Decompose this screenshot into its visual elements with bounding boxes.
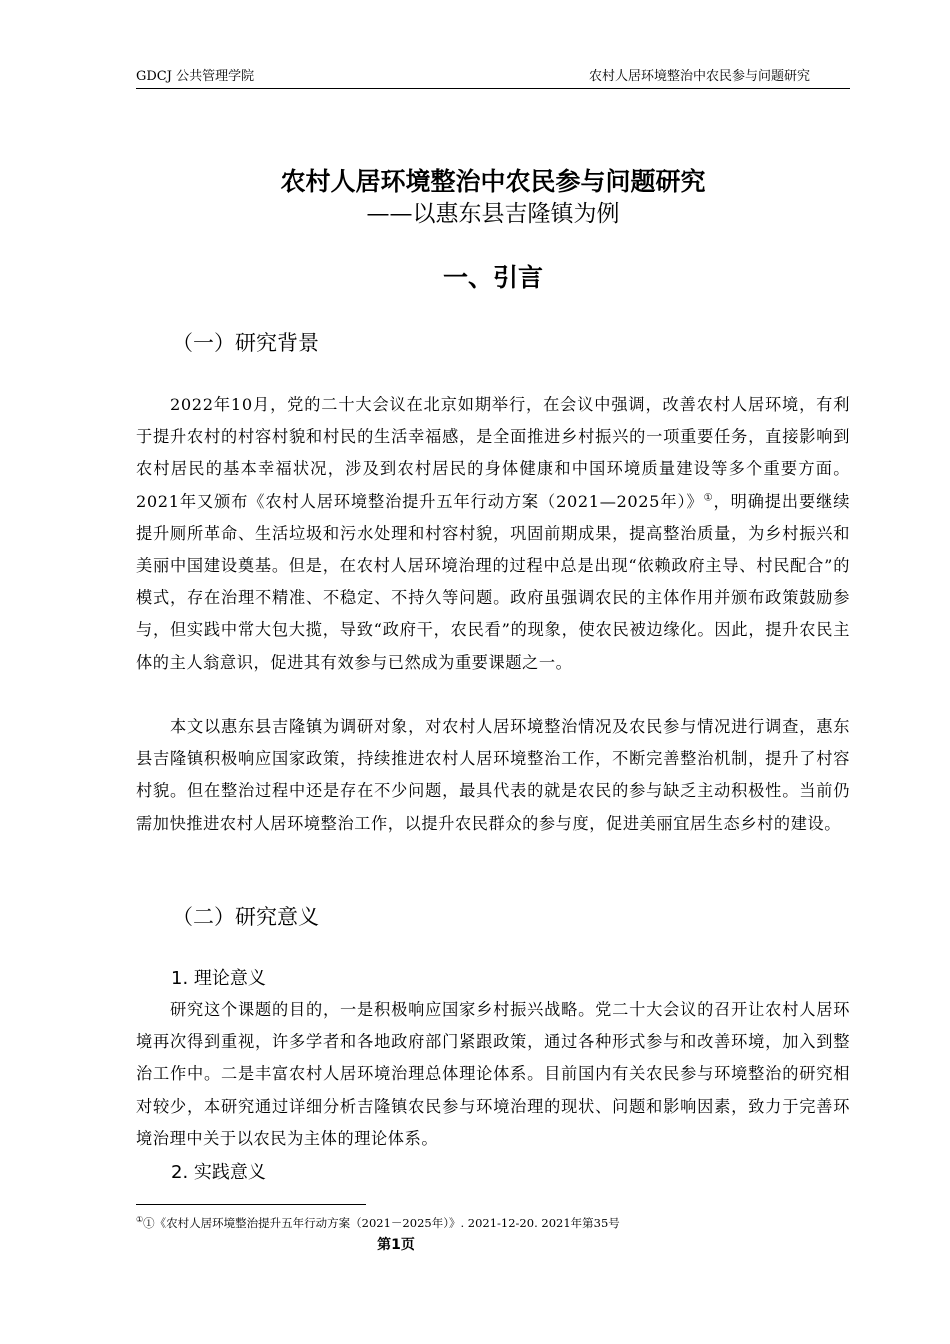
paragraph-theory-significance: 研究这个课题的目的，一是积极响应国家乡村振兴战略。党二十大会议的召开让农村人居环境再次得到重视，许多学者和各地政府部门紧跟政策，通过各种形式参与和改善环境，加入到整治工作中。二是丰富农村人居环境治理总体理论体系。目前国内有关农民参与环境整治的研究相对较少，本研究通过详细分析吉隆镇农民参与环境治理的现状、问题和影响因素，致力于完善环境治理中关于以农民为主体的理论体系。	[136, 1000, 850, 1148]
header-school: GDCJ 公共管理学院	[136, 69, 255, 84]
paragraph-background-1	[136, 389, 850, 679]
practice-significance-heading: 2. 实践意义	[171, 1162, 266, 1183]
subsection-heading-significance: （二）研究意义	[172, 905, 319, 929]
header-paper-title: 农村人居环境整治中农民参与问题研究	[588, 69, 810, 84]
page-number: 第1页	[377, 1237, 415, 1253]
paragraph-background-1-part2: ，明确提出要继续提升厕所革命、生活垃圾和污水处理和村容村貌，巩固前期成果，提高整治质量，为乡村振兴和美丽中国建设奠基。但是，在农村人居环境治理的过程中总是出现“依赖政府主导、村民配合”的模式，存在治理不精准、不稳定、不持久等问题。政府虽强调农民的主体作用并颁布政策鼓励参与，但实践中常大包大揽，导致“政府干，农民看”的现象，使农民被边缘化。因此，提升农民主体的主人翁意识，促进其有效参与已然成为重要课题之一。	[136, 491, 850, 672]
paragraph-background-1-part1: 2022年10月，党的二十大会议在北京如期举行，在会议中强调，改善农村人居环境，有利于提升农村的村容村貌和村民的生活幸福感，是全面推进乡村振兴的一项重要任务，直接影响到农村居民的基本幸福状况，涉及到农村居民的身体健康和中国环境质量建设等多个重要方面。2021年又颁布《农村人居环境整治提升五年行动方案（2021—2025年）》	[136, 395, 850, 511]
footnote-divider	[136, 1204, 366, 1205]
running-header	[136, 66, 850, 89]
footnote-text: ①《农村人居环境整治提升五年行动方案（2021－2025年）》. 2021-12-20. 2021年第35号	[143, 1215, 620, 1230]
theory-significance-heading: 1. 理论意义	[171, 968, 266, 989]
footnote-marker: ①	[136, 1215, 144, 1224]
footnote	[136, 1212, 850, 1231]
footnote-reference[interactable]: ①	[703, 492, 714, 504]
paragraph-background-2: 本文以惠东县吉隆镇为调研对象，对农村人居环境整治情况及农民参与情况进行调查，惠东县吉隆镇积极响应国家政策，持续推进农村人居环境整治工作，不断完善整治机制，提升了村容村貌。但在整治过程中还是存在不少问题，最具代表的就是农民的参与缺乏主动积极性。当前仍需加快推进农村人居环境整治工作，以提升农民群众的参与度，促进美丽宜居生态乡村的建设。	[136, 717, 850, 833]
paper-subtitle: ——以惠东县吉隆镇为例	[366, 201, 620, 227]
paper-title: 农村人居环境整治中农民参与问题研究	[280, 167, 706, 196]
subsection-heading-background: （一）研究背景	[172, 331, 319, 355]
section-heading-introduction: 一、引言	[442, 263, 543, 292]
